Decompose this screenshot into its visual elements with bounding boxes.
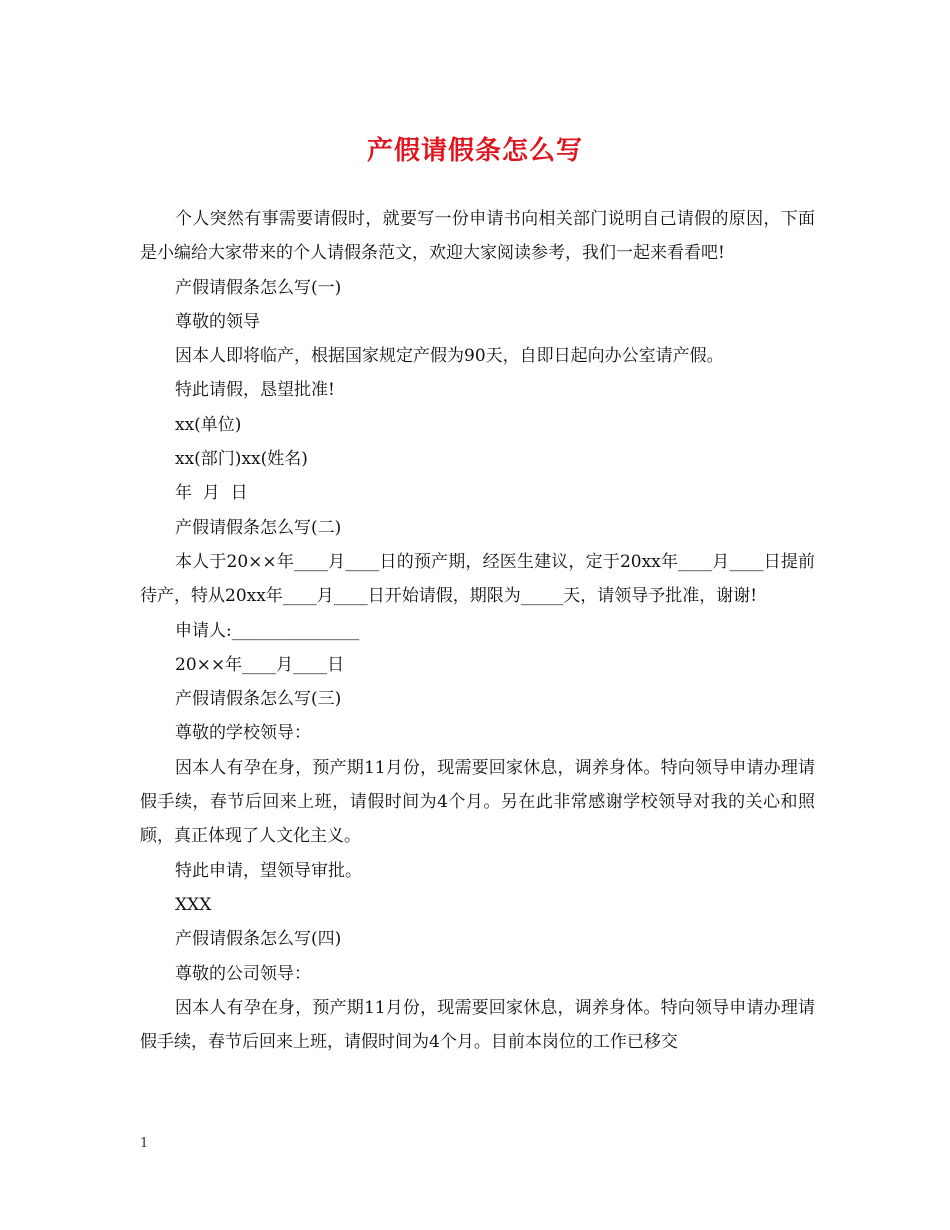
page-number: 1: [140, 1136, 149, 1151]
document-body: [140, 202, 815, 1059]
salutation-1: 尊敬的领导: [175, 311, 260, 332]
closing-3: 特此申请，望领导审批。: [175, 860, 362, 881]
section-heading-2: 产假请假条怎么写(二): [175, 517, 342, 538]
date-line-1: 年 月 日: [175, 483, 248, 504]
salutation-3: 尊敬的学校领导：: [175, 723, 311, 744]
signature-3: XXX: [175, 894, 212, 915]
salutation-4: 尊敬的公司领导：: [175, 963, 311, 984]
intro-paragraph: 个人突然有事需要请假时，就要写一份申请书向相关部门说明自己请假的原因，下面是小编给大家带来的个人请假条范文，欢迎大家阅读参考，我们一起来看看吧!: [140, 209, 815, 264]
body-paragraph-3: 因本人有孕在身，预产期11月份，现需要回家休息，调养身体。特向领导申请办理请假手续，春节后回来上班，请假时间为4个月。另在此非常感谢学校领导对我的关心和照顾，真正体现了人文化主义。: [140, 757, 815, 847]
applicant-line-2: 申请人:_______________: [175, 620, 360, 641]
section-heading-1: 产假请假条怎么写(一): [175, 277, 342, 298]
section-heading-4: 产假请假条怎么写(四): [175, 929, 342, 950]
date-line-2: 20××年____月____日: [175, 654, 345, 675]
body-paragraph-1: 因本人即将临产，根据国家规定产假为90天，自即日起向办公室请产假。: [175, 346, 724, 367]
body-paragraph-4: 因本人有孕在身，预产期11月份，现需要回家休息，调养身体。特向领导申请办理请假手续，春节后回来上班，请假时间为4个月。目前本岗位的工作已移交: [140, 997, 815, 1053]
signature-name-1: xx(部门)xx(姓名): [175, 449, 308, 470]
body-paragraph-2: 本人于20××年____月____日的预产期，经医生建议，定于20xx年____月____日提前待产，特从20xx年____月____日开始请假，期限为_____天，请领导予批准，谢谢!: [140, 551, 815, 607]
section-heading-3: 产假请假条怎么写(三): [175, 689, 342, 710]
document-title: 产假请假条怎么写: [366, 136, 583, 166]
closing-1: 特此请假，恳望批准!: [175, 380, 335, 401]
signature-unit-1: xx(单位): [175, 414, 242, 435]
